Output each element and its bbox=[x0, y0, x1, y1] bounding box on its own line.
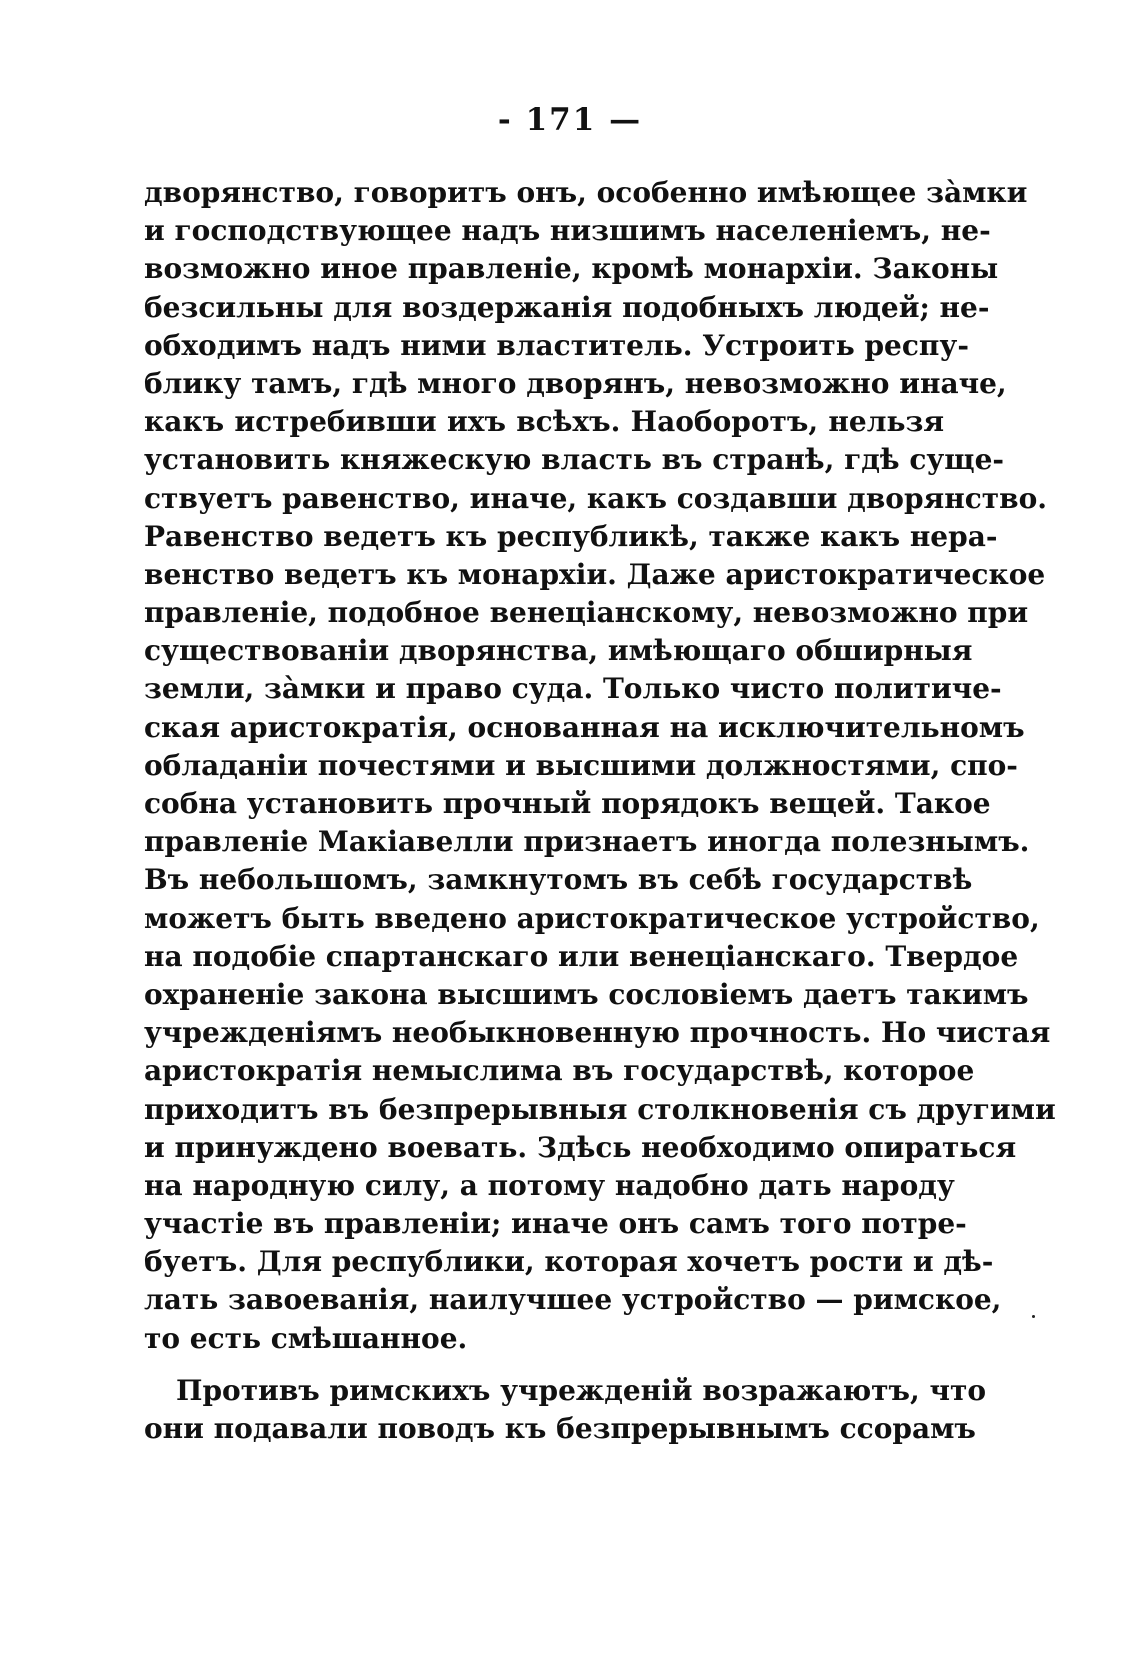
text-line: то есть смѣшанное. bbox=[144, 1321, 468, 1355]
page-number: - 171 — bbox=[497, 102, 643, 138]
text-line: возможно иное правленіе, кромѣ монархіи. Законы bbox=[144, 252, 999, 286]
text-line: какъ истребивши ихъ всѣхъ. Наоборотъ, нельзя bbox=[144, 405, 944, 439]
text-line: участіе въ правленіи; иначе онъ самъ того потре- bbox=[144, 1207, 967, 1241]
text-line: венство ведетъ къ монархіи. Даже аристократическое bbox=[144, 557, 1046, 591]
text-line: собна установить прочный порядокъ вещей. Такое bbox=[144, 787, 991, 820]
text-line: существованіи дворянства, имѣющаго обширныя bbox=[144, 634, 973, 668]
text-line: правленіе Макіавелли признаетъ иногда полезнымъ. bbox=[144, 825, 1030, 859]
text-line: Противъ римскихъ учрежденій возражаютъ, что bbox=[176, 1373, 987, 1407]
text-line: на народную силу, а потому надобно дать народу bbox=[144, 1168, 955, 1202]
text-line: дворянство, говоритъ онъ, особенно имѣющее за̀мки bbox=[144, 176, 1028, 209]
text-line: безсильны для воздержанія подобныхъ людей; не- bbox=[144, 290, 990, 324]
body-text bbox=[144, 174, 1056, 1448]
text-line: ская аристократія, основанная на исключительномъ bbox=[144, 710, 1025, 744]
text-line: обладаніи почестями и высшими должностями, спо- bbox=[144, 748, 1018, 782]
text-line: учрежденіямъ необыкновенную прочность. Но чистая bbox=[144, 1016, 1051, 1050]
text-line: блику тамъ, гдѣ много дворянъ, невозможно иначе, bbox=[144, 366, 1007, 400]
text-line: установить княжескую власть въ странѣ, гдѣ суще- bbox=[144, 443, 1005, 477]
paragraph-gap bbox=[144, 1358, 944, 1372]
text-line: земли, за̀мки и право суда. Только чисто политиче- bbox=[144, 672, 1002, 706]
text-line: буетъ. Для республики, которая хочетъ рости и дѣ- bbox=[144, 1245, 994, 1279]
text-line: и принуждено воевать. Здѣсь необходимо опираться bbox=[144, 1130, 1017, 1164]
paragraph bbox=[144, 1372, 987, 1448]
text-line: правленіе, подобное венеціанскому, невозможно при bbox=[144, 596, 1029, 630]
text-line: аристократія немыслима въ государствѣ, которое bbox=[144, 1054, 975, 1088]
text-line: приходитъ въ безпрерывныя столкновенія съ другими bbox=[144, 1092, 1056, 1126]
print-speck bbox=[1032, 1315, 1035, 1318]
text-line: Въ небольшомъ, замкнутомъ въ себѣ государствѣ bbox=[144, 863, 973, 897]
paragraph bbox=[144, 174, 1056, 1358]
text-line: на подобіе спартанскаго или венеціанскаго. Твердое bbox=[144, 939, 1019, 973]
text-line: лать завоеванія, наилучшее устройство — римское, bbox=[144, 1283, 1002, 1317]
text-line: Равенство ведетъ къ республикѣ, также какъ нера- bbox=[144, 519, 998, 553]
text-line: можетъ быть введено аристократическое устройство, bbox=[144, 901, 1040, 935]
text-line: охраненіе закона высшимъ сословіемъ даетъ такимъ bbox=[144, 977, 1029, 1011]
text-line: они подавали поводъ къ безпрерывнымъ ссорамъ bbox=[144, 1412, 976, 1445]
text-line: обходимъ надъ ними властитель. Устроить респу- bbox=[144, 328, 969, 362]
text-line: ствуетъ равенство, иначе, какъ создавши дворянство. bbox=[144, 481, 1047, 515]
text-line: и господствующее надъ низшимъ населеніемъ, не- bbox=[144, 214, 991, 248]
